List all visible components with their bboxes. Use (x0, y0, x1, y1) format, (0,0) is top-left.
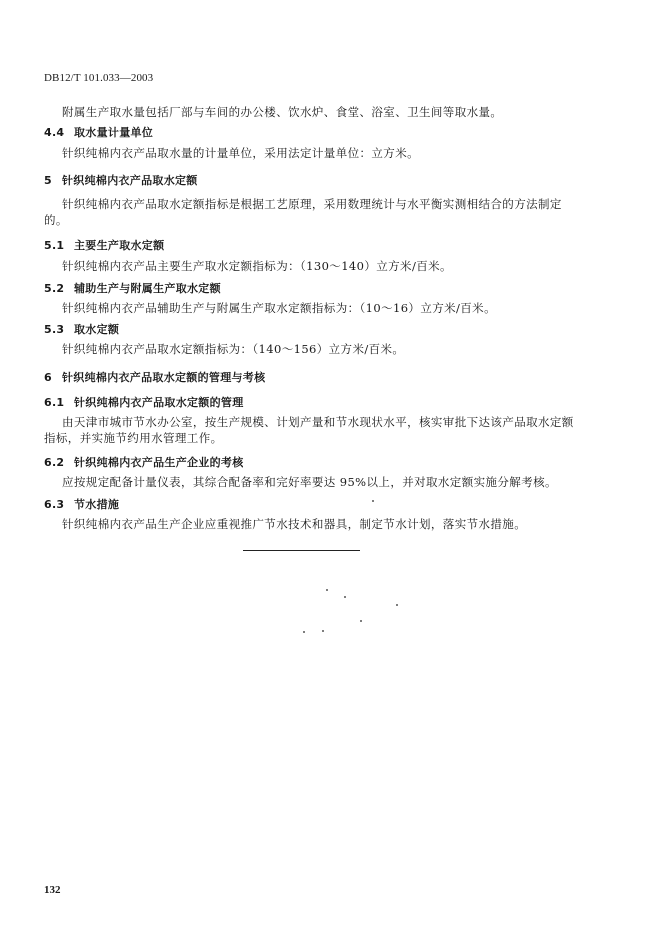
heading-title: 主要生产取水定额 (74, 239, 165, 252)
heading-5-2 (44, 280, 221, 296)
paragraph-6-1: 由天津市城市节水办公室，按生产规模、计划产量和节水现状水平，核实审批下达该产品取水定额指标，并实施节约用水管理工作。 (44, 415, 574, 445)
heading-title: 针织纯棉内衣产品取水定额的管理与考核 (62, 371, 266, 384)
heading-title: 针织纯棉内衣产品生产企业的考核 (74, 456, 244, 469)
scan-speck (303, 631, 305, 633)
page-number: 132 (44, 884, 61, 896)
heading-number: 6.3 (44, 498, 65, 511)
heading-title: 节水措施 (74, 498, 120, 511)
heading-number: 5.1 (44, 239, 65, 252)
heading-title: 取水定额 (74, 323, 120, 336)
scan-speck (326, 589, 328, 591)
heading-6-2 (44, 454, 244, 470)
heading-number: 5.2 (44, 282, 65, 295)
paragraph-5-2: 针织纯棉内衣产品辅助生产与附属生产取水定额指标为：（10～16）立方米/百米。 (62, 301, 496, 315)
heading-number: 6.1 (44, 396, 65, 409)
paragraph-6-3: 针织纯棉内衣产品生产企业应重视推广节水技术和器具，制定节水计划，落实节水措施。 (62, 517, 527, 531)
scan-speck (360, 620, 362, 622)
heading-5-3 (44, 321, 119, 337)
end-rule (243, 550, 360, 551)
standard-code: DB12/T 101.033—2003 (44, 72, 154, 84)
scan-speck (344, 596, 346, 598)
paragraph-intro: 附属生产取水量包括厂部与车间的办公楼、饮水炉、食堂、浴室、卫生间等取水量。 (62, 105, 503, 119)
heading-title: 辅助生产与附属生产取水定额 (74, 282, 221, 295)
heading-6 (44, 369, 265, 385)
heading-number: 6 (44, 371, 52, 384)
scan-speck (322, 630, 324, 632)
paragraph-4-4: 针织纯棉内衣产品取水量的计量单位，采用法定计量单位：立方米。 (62, 146, 419, 160)
heading-5-1 (44, 237, 164, 253)
scan-speck (396, 604, 398, 606)
heading-number: 6.2 (44, 456, 65, 469)
heading-4-4 (44, 124, 153, 140)
heading-number: 5.3 (44, 323, 65, 336)
paragraph-5-3: 针织纯棉内衣产品取水定额指标为：（140～156）立方米/百米。 (62, 342, 405, 356)
heading-number: 5 (44, 174, 52, 187)
heading-title: 针织纯棉内衣产品取水定额的管理 (74, 396, 244, 409)
paragraph-5-1: 针织纯棉内衣产品主要生产取水定额指标为：（130～140）立方米/百米。 (62, 259, 452, 273)
heading-5 (44, 172, 198, 188)
paragraph-5: 针织纯棉内衣产品取水定额指标是根据工艺原理，采用数理统计与水平衡实测相结合的方法制定的。 (44, 197, 562, 227)
scan-speck (372, 500, 374, 502)
heading-number: 4.4 (44, 126, 65, 139)
paragraph-6-2: 应按规定配备计量仪表，其综合配备率和完好率要达 95%以上，并对取水定额实施分解考核。 (62, 475, 557, 489)
heading-6-3 (44, 496, 119, 512)
heading-6-1 (44, 394, 244, 410)
heading-title: 取水量计量单位 (74, 126, 154, 139)
heading-title: 针织纯棉内衣产品取水定额 (62, 174, 198, 187)
